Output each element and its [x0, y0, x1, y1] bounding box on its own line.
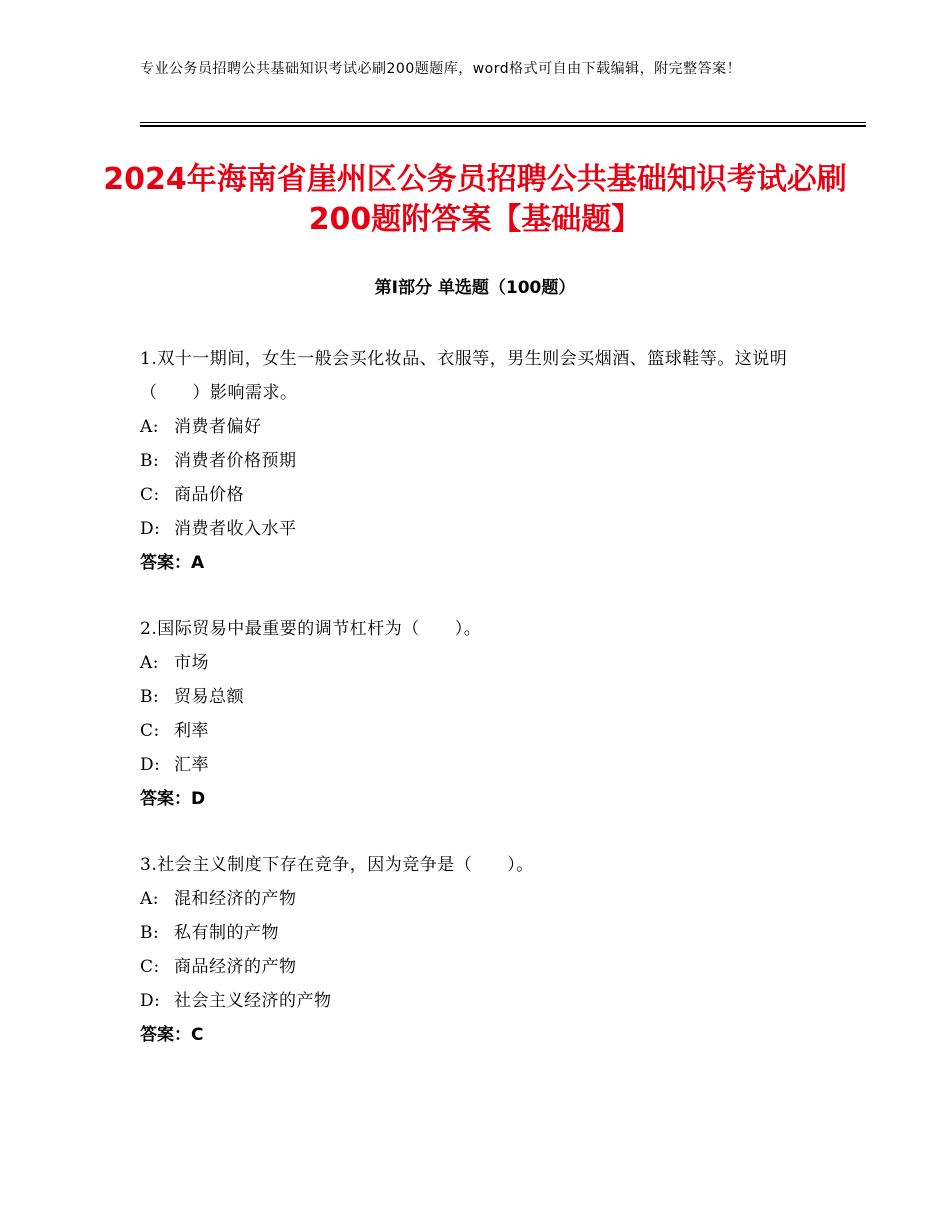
header-divider-thin: [140, 122, 866, 123]
answer-line: 答案：C: [140, 1025, 204, 1045]
option-b: [140, 444, 820, 478]
option-d: [140, 512, 820, 546]
option-key: B:: [140, 687, 160, 707]
option-key: C:: [140, 485, 160, 505]
option-a: [140, 646, 820, 680]
option-text: 利率: [174, 721, 209, 741]
option-text: 混和经济的产物: [174, 889, 297, 909]
question-stem: 1.双十一期间，女生一般会买化妆品、衣服等，男生则会买烟酒、篮球鞋等。这说明（ ）影响需求。: [140, 349, 788, 403]
question-2: [140, 612, 820, 816]
answer-line: 答案：A: [140, 553, 205, 573]
option-c: [140, 950, 820, 984]
option-text: 社会主义经济的产物: [174, 991, 332, 1011]
option-b: [140, 916, 820, 950]
option-key: C:: [140, 957, 160, 977]
option-key: A:: [140, 417, 160, 437]
option-key: A:: [140, 653, 160, 673]
option-text: 私有制的产物: [174, 923, 279, 943]
option-a: [140, 410, 820, 444]
option-key: D:: [140, 519, 161, 539]
option-key: D:: [140, 991, 161, 1011]
option-d: [140, 984, 820, 1018]
option-key: A:: [140, 889, 160, 909]
option-text: 贸易总额: [174, 687, 244, 707]
question-stem: 2.国际贸易中最重要的调节杠杆为（ ）。: [140, 619, 482, 639]
option-key: B:: [140, 451, 160, 471]
option-key: C:: [140, 721, 160, 741]
option-d: [140, 748, 820, 782]
option-c: [140, 478, 820, 512]
question-list: [140, 342, 820, 1084]
option-c: [140, 714, 820, 748]
option-text: 市场: [174, 653, 209, 673]
option-text: 商品价格: [174, 485, 244, 505]
section-title: 第Ⅰ部分 单选题（100题）: [374, 278, 576, 298]
option-text: 消费者偏好: [174, 417, 262, 437]
header-divider-thick: [140, 125, 866, 127]
answer-line: 答案：D: [140, 789, 206, 809]
option-a: [140, 882, 820, 916]
question-stem: 3.社会主义制度下存在竞争，因为竞争是（ ）。: [140, 855, 534, 875]
option-key: B:: [140, 923, 160, 943]
option-text: 消费者收入水平: [174, 519, 297, 539]
question-1: [140, 342, 820, 580]
option-text: 商品经济的产物: [174, 957, 297, 977]
option-text: 消费者价格预期: [174, 451, 297, 471]
header-note: 专业公务员招聘公共基础知识考试必刷200题题库，word格式可自由下载编辑，附完整答案！: [140, 61, 742, 77]
option-text: 汇率: [174, 755, 209, 775]
option-b: [140, 680, 820, 714]
question-3: [140, 848, 820, 1052]
option-key: D:: [140, 755, 161, 775]
document-title: 2024年海南省崖州区公务员招聘公共基础知识考试必刷200题附答案【基础题】: [103, 162, 847, 237]
